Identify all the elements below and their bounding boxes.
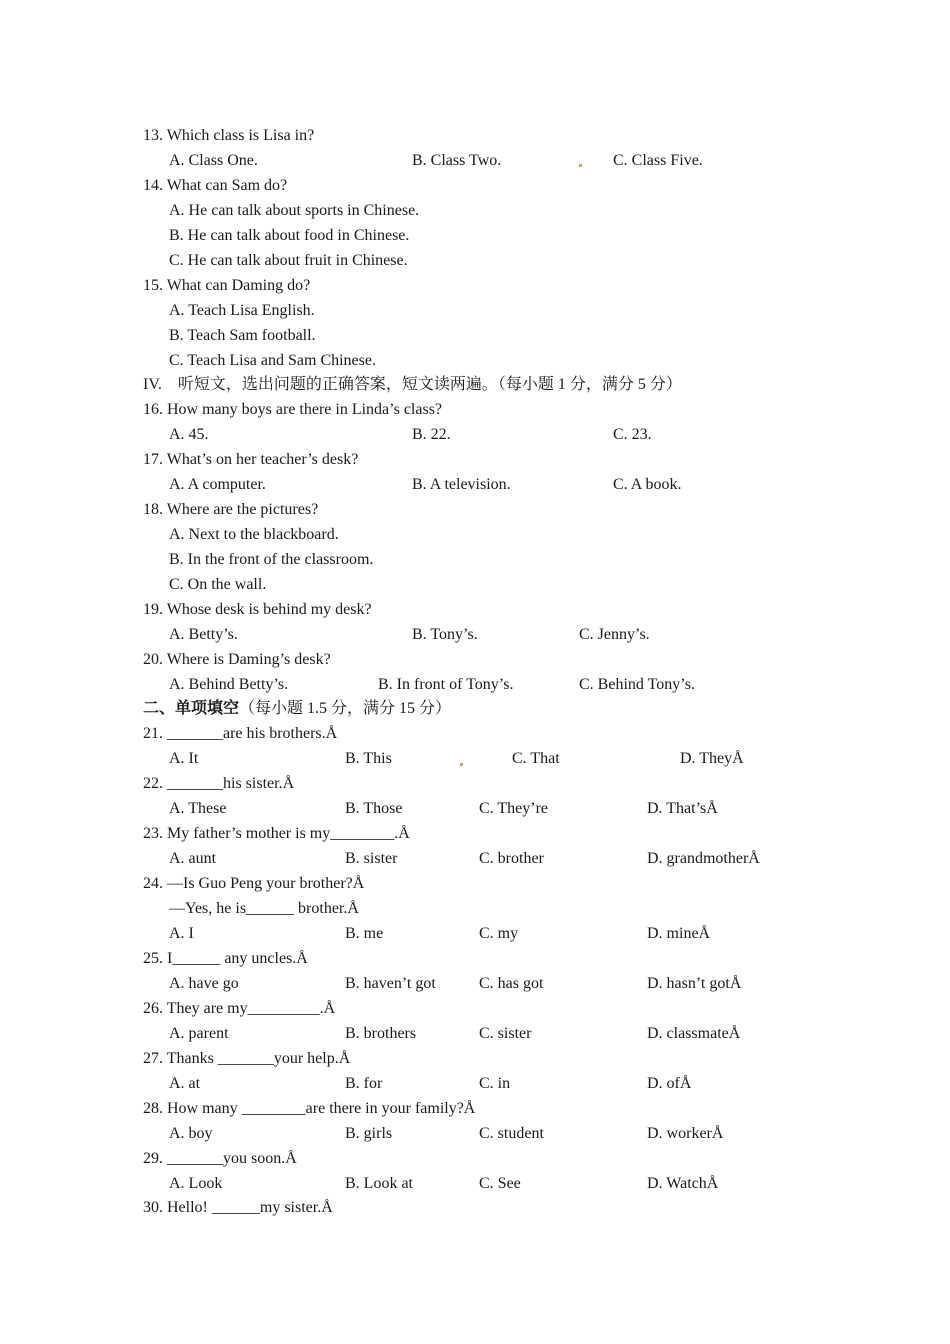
question-30-stem: 30. Hello! ______my sister.Å bbox=[143, 1199, 333, 1216]
question-14-stem: 14. What can Sam do? bbox=[143, 177, 288, 194]
question-21-option-b: B. This bbox=[345, 750, 392, 767]
question-27-option-c: C. in bbox=[479, 1075, 511, 1092]
question-27-option-d: D. ofÅ bbox=[647, 1075, 692, 1092]
question-19-option-a: A. Betty’s. bbox=[169, 626, 238, 643]
question-22-stem: 22. _______his sister.Å bbox=[143, 775, 295, 792]
question-29-option-c: C. See bbox=[479, 1175, 521, 1192]
question-22-option-a: A. These bbox=[169, 800, 227, 817]
question-17-stem: 17. What’s on her teacher’s desk? bbox=[143, 451, 359, 468]
question-28-option-a: A. boy bbox=[169, 1125, 213, 1142]
question-18-option-b: B. In the front of the classroom. bbox=[169, 551, 374, 568]
question-26-option-b: B. brothers bbox=[345, 1025, 417, 1042]
question-26-option-c: C. sister bbox=[479, 1025, 532, 1042]
question-25-option-a: A. have go bbox=[169, 975, 239, 992]
question-24-stem: 24. —Is Guo Peng your brother?Å bbox=[143, 875, 365, 892]
question-22-option-c: C. They’re bbox=[479, 800, 549, 817]
question-14-option-a: A. He can talk about sports in Chinese. bbox=[169, 202, 420, 219]
question-29-stem: 29. _______you soon.Å bbox=[143, 1150, 297, 1167]
question-26-option-a: A. parent bbox=[169, 1025, 229, 1042]
question-13-stem: 13. Which class is Lisa in? bbox=[143, 127, 315, 144]
question-21-option-c: C. That bbox=[512, 750, 560, 767]
question-16-option-b: B. 22. bbox=[412, 426, 451, 443]
question-19-stem: 19. Whose desk is behind my desk? bbox=[143, 601, 372, 618]
question-24-option-d: D. mineÅ bbox=[647, 925, 711, 942]
question-14-option-c: C. He can talk about fruit in Chinese. bbox=[169, 252, 408, 269]
question-25-option-d: D. hasn’t gotÅ bbox=[647, 975, 742, 992]
question-27-stem: 27. Thanks _______your help.Å bbox=[143, 1050, 351, 1067]
question-23-option-b: B. sister bbox=[345, 850, 398, 867]
question-13-option-a: A. Class One. bbox=[169, 152, 258, 169]
question-17-option-a: A. A computer. bbox=[169, 476, 266, 493]
question-21-option-d: D. TheyÅ bbox=[680, 750, 744, 767]
question-23-stem: 23. My father’s mother is my________.Å bbox=[143, 825, 410, 842]
question-27-option-a: A. at bbox=[169, 1075, 201, 1092]
question-15-option-a: A. Teach Lisa English. bbox=[169, 302, 315, 319]
question-13-option-c: C. Class Five. bbox=[613, 152, 703, 169]
question-23-option-a: A. aunt bbox=[169, 850, 217, 867]
question-28-option-d: D. workerÅ bbox=[647, 1125, 724, 1142]
question-18-option-c: C. On the wall. bbox=[169, 576, 267, 593]
question-20-option-b: B. In front of Tony’s. bbox=[378, 676, 514, 693]
question-19-option-b: B. Tony’s. bbox=[412, 626, 478, 643]
question-22-option-d: D. That’sÅ bbox=[647, 800, 718, 817]
question-27-option-b: B. for bbox=[345, 1075, 383, 1092]
question-28-option-b: B. girls bbox=[345, 1125, 393, 1142]
question-16-option-a: A. 45. bbox=[169, 426, 209, 443]
question-23-option-d: D. grandmotherÅ bbox=[647, 850, 760, 867]
question-17-option-c: C. A book. bbox=[613, 476, 682, 493]
section-two-note: （每小题 1.5 分，满分 15 分） bbox=[239, 700, 452, 717]
question-21-stem: 21. _______are his brothers.Å bbox=[143, 725, 338, 742]
question-21-option-a: A. It bbox=[169, 750, 199, 767]
question-24-option-a: A. I bbox=[169, 925, 194, 942]
question-15-option-b: B. Teach Sam football. bbox=[169, 327, 316, 344]
section-two-heading bbox=[143, 699, 451, 719]
question-25-option-b: B. haven’t got bbox=[345, 975, 436, 992]
question-15-option-c: C. Teach Lisa and Sam Chinese. bbox=[169, 352, 376, 369]
section-two-title: 二、单项填空 bbox=[143, 700, 240, 717]
section-iv-instructions: 听短文，选出问题的正确答案，短文读两遍。（每小题 1 分，满分 5 分） bbox=[177, 376, 682, 393]
question-20-stem: 20. Where is Daming’s desk? bbox=[143, 651, 331, 668]
question-25-stem: 25. I______ any uncles.Å bbox=[143, 950, 308, 967]
question-29-option-a: A. Look bbox=[169, 1175, 223, 1192]
question-28-option-c: C. student bbox=[479, 1125, 544, 1142]
question-19-option-c: C. Jenny’s. bbox=[579, 626, 650, 643]
decorative-dot bbox=[579, 164, 582, 167]
question-29-option-b: B. Look at bbox=[345, 1175, 413, 1192]
question-23-option-c: C. brother bbox=[479, 850, 544, 867]
question-26-option-d: D. classmateÅ bbox=[647, 1025, 741, 1042]
question-20-option-a: A. Behind Betty’s. bbox=[169, 676, 289, 693]
question-14-option-b: B. He can talk about food in Chinese. bbox=[169, 227, 410, 244]
question-20-option-c: C. Behind Tony’s. bbox=[579, 676, 695, 693]
section-iv-heading bbox=[143, 375, 682, 395]
question-24-option-c: C. my bbox=[479, 925, 519, 942]
question-24-option-b: B. me bbox=[345, 925, 384, 942]
question-28-stem: 28. How many ________are there in your family?Å bbox=[143, 1100, 476, 1117]
question-16-stem: 16. How many boys are there in Linda’s class? bbox=[143, 401, 443, 418]
question-18-stem: 18. Where are the pictures? bbox=[143, 501, 319, 518]
decorative-dot bbox=[460, 763, 463, 766]
question-26-stem: 26. They are my_________.Å bbox=[143, 1000, 336, 1017]
question-24-response: —Yes, he is______ brother.Å bbox=[169, 900, 359, 917]
question-17-option-b: B. A television. bbox=[412, 476, 511, 493]
question-29-option-d: D. WatchÅ bbox=[647, 1175, 719, 1192]
section-iv-prefix: IV. bbox=[143, 376, 162, 393]
question-25-option-c: C. has got bbox=[479, 975, 544, 992]
question-15-stem: 15. What can Daming do? bbox=[143, 277, 311, 294]
question-16-option-c: C. 23. bbox=[613, 426, 652, 443]
question-18-option-a: A. Next to the blackboard. bbox=[169, 526, 339, 543]
question-22-option-b: B. Those bbox=[345, 800, 403, 817]
question-13-option-b: B. Class Two. bbox=[412, 152, 502, 169]
